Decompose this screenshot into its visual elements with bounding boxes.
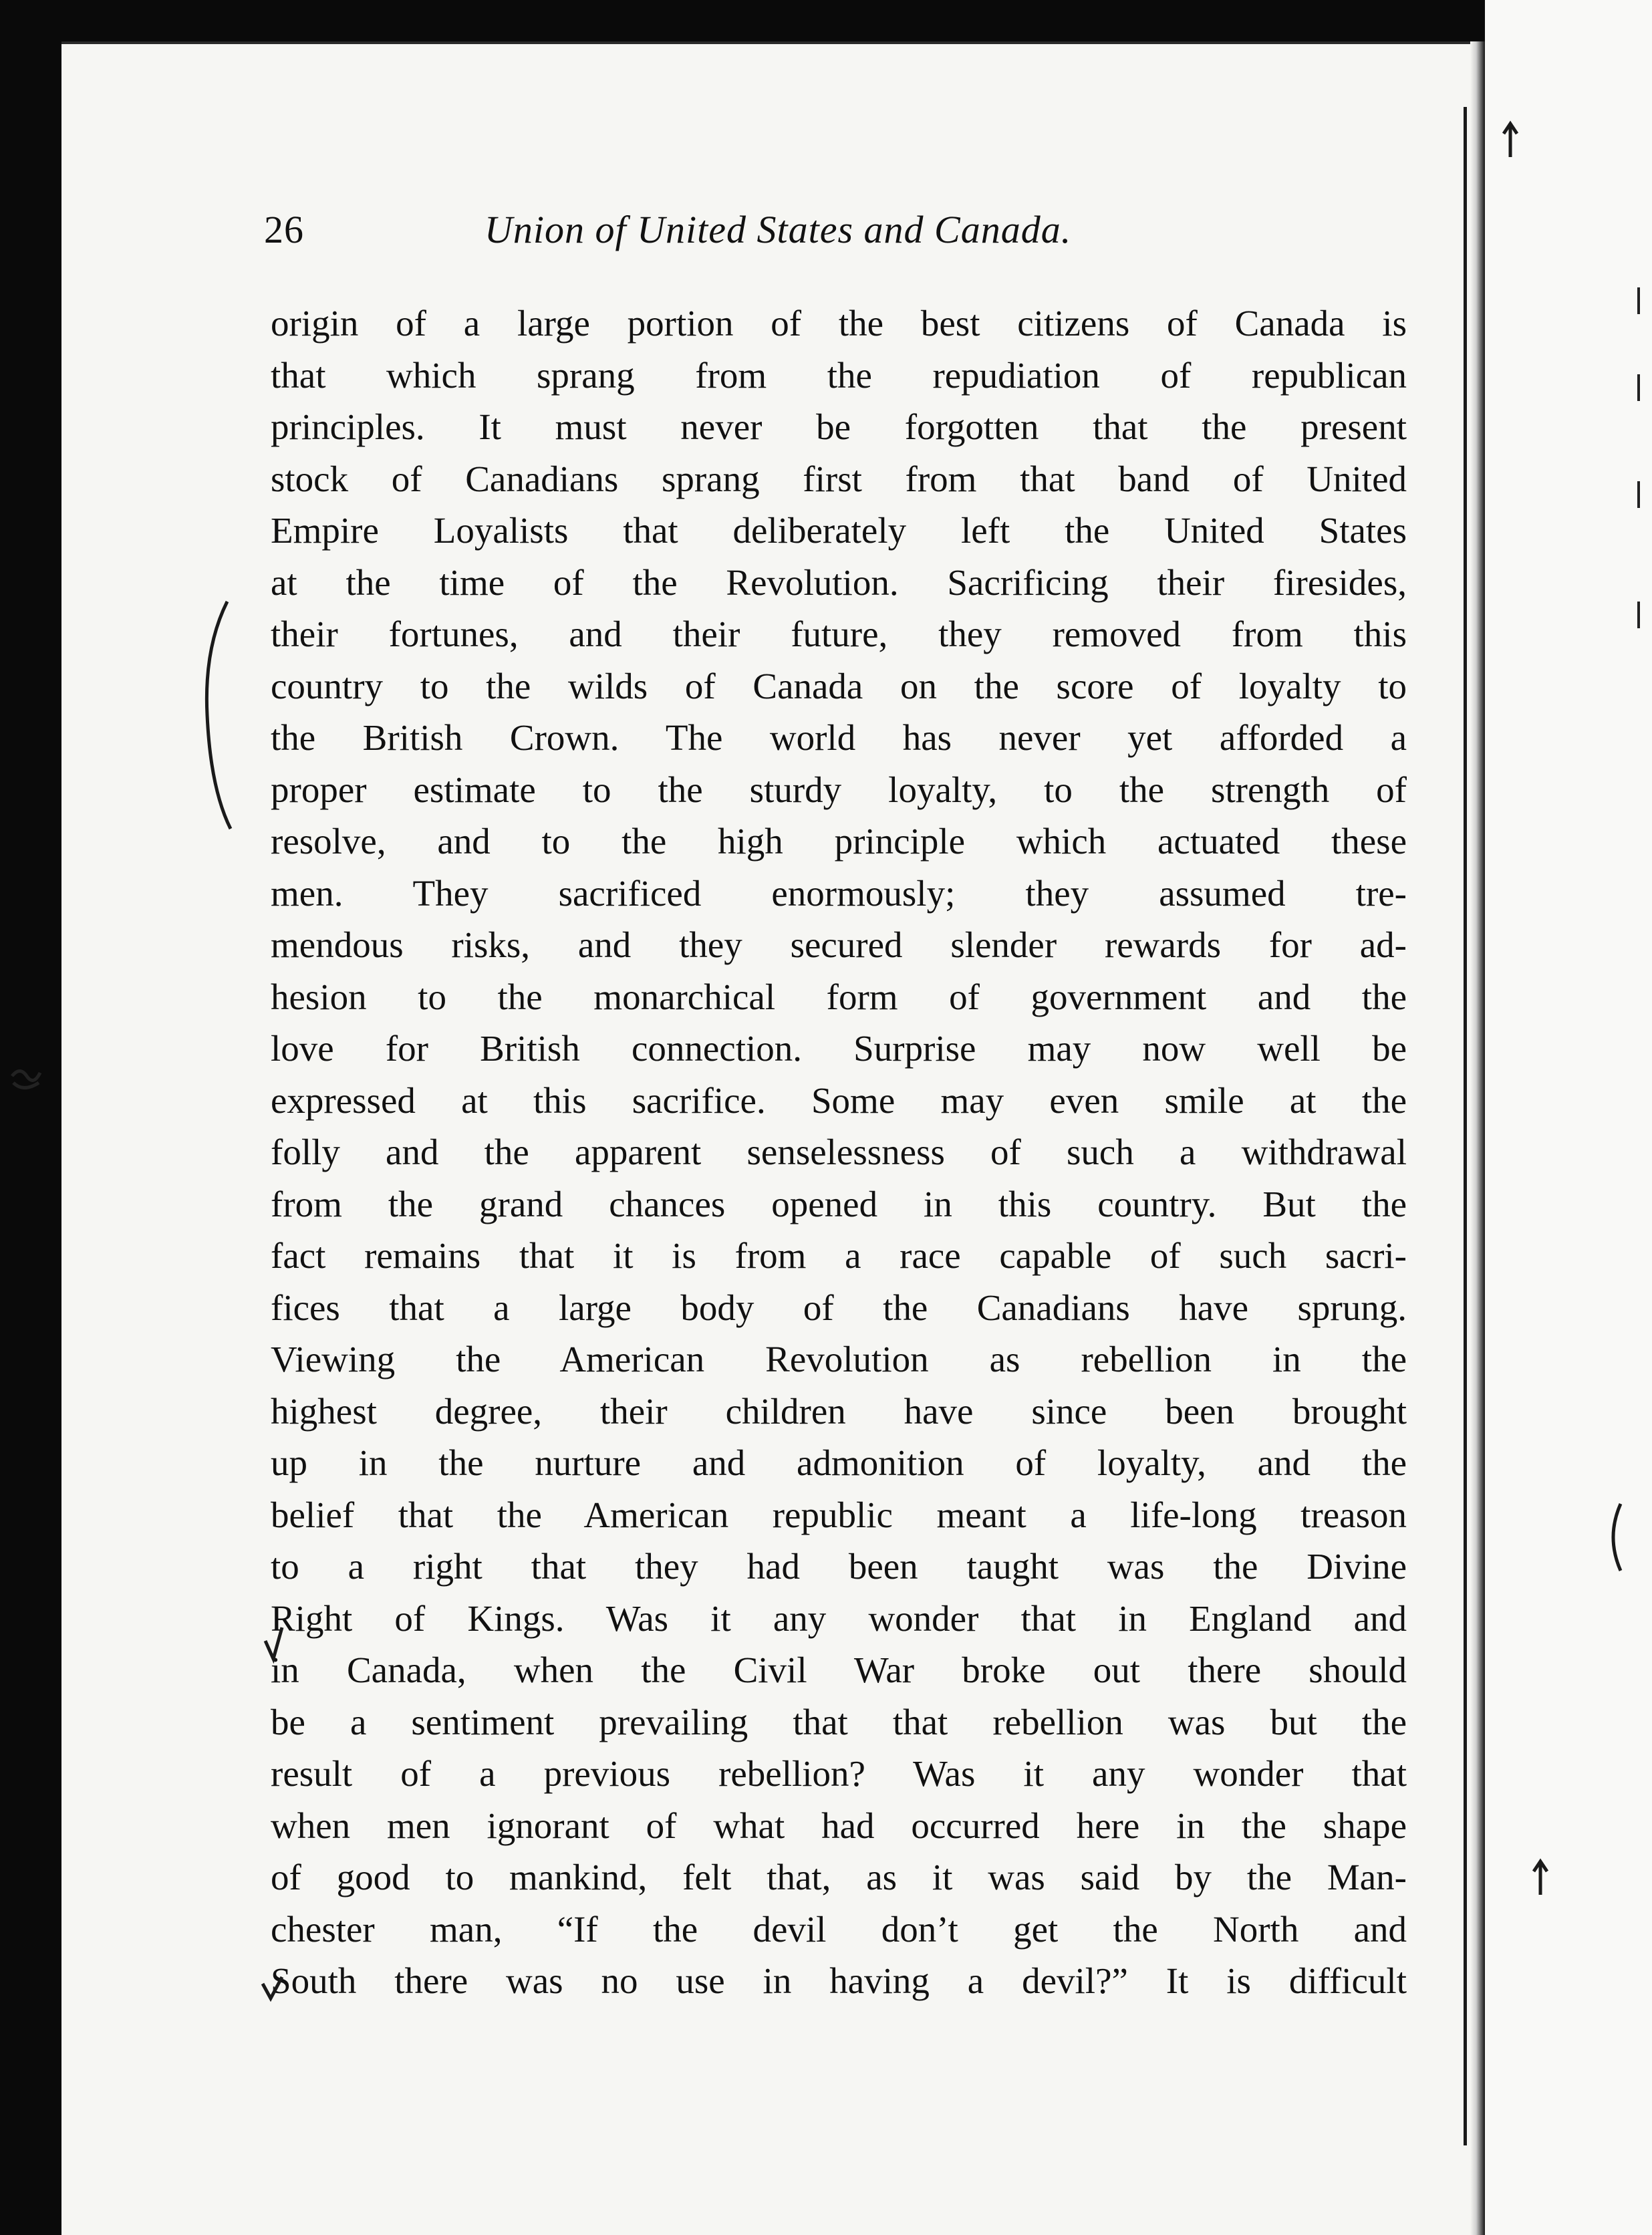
text-line: South there was no use in having a devil?” It is difficult [271,1960,1407,2001]
text-line: when men ignorant of what had occurred here in the shape [271,1805,1407,1846]
facing-page-mark [1637,602,1640,628]
text-line: highest degree, their children have since been brought [271,1390,1407,1432]
text-line: folly and the apparent senselessness of such a withdrawal [271,1132,1407,1172]
text-line: their fortunes, and their future, they removed from this [271,614,1407,654]
text-line: proper estimate to the sturdy loyalty, to the strength of [271,769,1407,810]
text-line: Viewing the American Revolution as rebellion in the [271,1339,1407,1379]
text-line: mendous risks, and they secured slender rewards for ad- [271,924,1407,965]
text-line: at the time of the Revolution. Sacrificing their firesides, [271,561,1407,603]
facing-page-mark [1637,481,1640,508]
text-line: principles. It must never be forgotten that the present [271,406,1407,447]
text-line: Right of Kings. Was it any wonder that in England and [271,1597,1407,1639]
text-line: in Canada, when the Civil War broke out there should [271,1650,1407,1690]
text-line: country to the wilds of Canada on the score of loyalty to [271,665,1407,706]
text-line: that which sprang from the repudiation of republican [271,354,1407,396]
text-line: from the grand chances opened in this country. But the [271,1183,1407,1224]
text-line: stock of Canadians sprang first from that band of United [271,458,1407,499]
text-line: fices that a large body of the Canadians have sprung. [271,1287,1407,1328]
text-line: to a right that they had been taught was the Divine [271,1546,1407,1587]
check-mark-icon [262,1624,289,1664]
text-line: be a sentiment prevailing that that rebellion was but the [271,1701,1407,1742]
margin-bracket-mark-icon [1601,1497,1627,1577]
check-mark-icon [259,1972,286,2002]
text-line: Empire Loyalists that deliberately left the United States [271,510,1407,551]
text-line: of good to mankind, felt that, as it was said by the Man- [271,1857,1407,1897]
body-text [271,297,1407,2007]
text-line: men. They sacrificed enormously; they assumed tre- [271,872,1407,914]
facing-page-edge [1485,0,1652,2235]
text-line: result of a previous rebellion? Was it any wonder that [271,1753,1407,1794]
scan-left-border [0,0,61,2235]
facing-page-arrow-icon [1530,1858,1550,1898]
text-line: up in the nurture and admonition of loyalty, and the [271,1442,1407,1483]
facing-page-arrow-icon [1500,120,1520,160]
text-line: chester man, “If the devil don’t get the North and [271,1908,1407,1950]
scan-top-border [0,0,1652,47]
page-gutter [1470,41,1485,2235]
margin-scribble-icon [7,1063,47,1096]
facing-page-mark [1637,374,1640,401]
gutter-rule [1464,107,1467,2145]
text-line: belief that the American republic meant a life-long treason [271,1494,1407,1535]
facing-page-mark [1637,287,1640,314]
text-line: origin of a large portion of the best citizens of Canada is [271,303,1407,344]
text-line: love for British connection. Surprise may now well be [271,1028,1407,1069]
running-header [264,207,1400,267]
text-line: fact remains that it is from a race capable of such sacri- [271,1235,1407,1276]
text-line: expressed at this sacrifice. Some may even smile at the [271,1079,1407,1121]
page-number: 26 [264,208,304,251]
text-line: the British Crown. The world has never yet afforded a [271,717,1407,758]
running-title: Union of United States and Canada. [485,208,1072,251]
left-bracket-mark-icon [200,595,241,835]
text-line: hesion to the monarchical form of government and the [271,976,1407,1017]
text-line: resolve, and to the high principle which actuated these [271,821,1407,862]
